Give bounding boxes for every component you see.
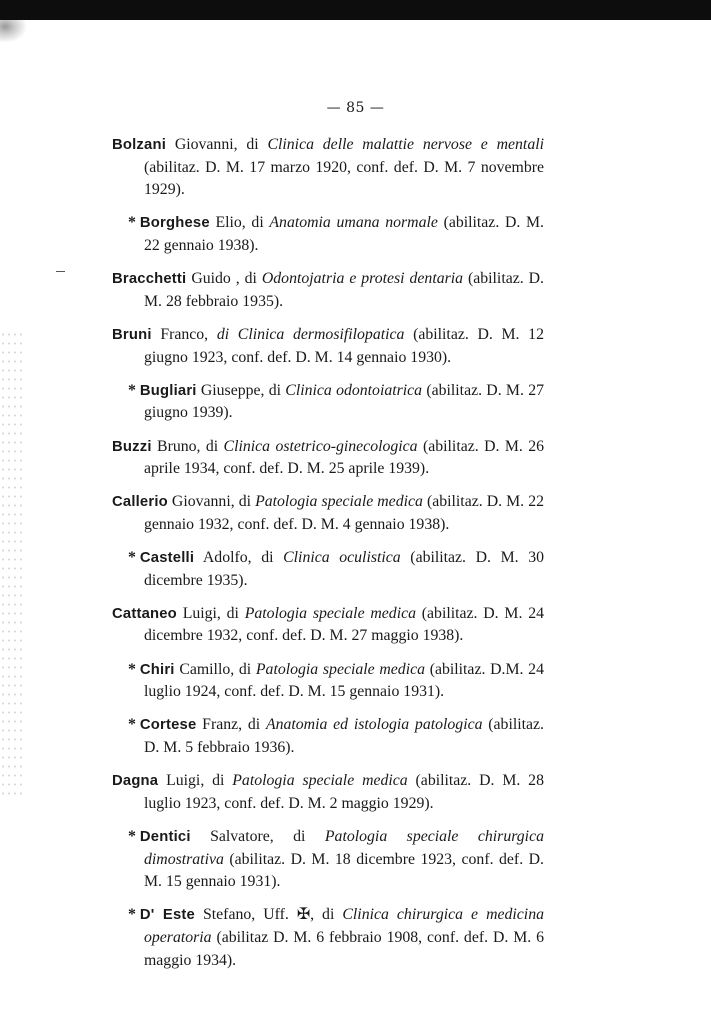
entry-star: * [128, 716, 136, 734]
entry-surname: Castelli [139, 550, 195, 567]
entry-given-name: Bruno, di [151, 437, 224, 455]
entry-surname: Bugliari [139, 382, 197, 399]
entry-star: * [128, 214, 136, 232]
entry-subject: Anatomia ed istologia patologica [265, 716, 483, 734]
entry-given-name: Luigi, di [176, 604, 245, 622]
entry-surname: Callerio [112, 494, 168, 511]
entry-given-name: Giovanni, di [166, 136, 268, 153]
entry [112, 904, 544, 972]
entry-details: (abilitaz. D. M. 22 gennaio 1932, conf. def. D. M. 4 gennaio 1938). [144, 493, 544, 533]
entry-star: * [128, 660, 136, 678]
entry-subject: Clinica oculistica [283, 549, 401, 567]
entry-details: (abilitaz. D. M. 22 gennaio 1938). [144, 214, 544, 254]
entry [112, 770, 544, 815]
entry-details: (abilitaz. D. M. 5 febbraio 1936). [144, 716, 544, 756]
entry-surname: Bracchetti [112, 271, 187, 288]
entry-surname: Bruni [112, 326, 152, 343]
entry-subject: Clinica delle malattie nervose e mentali [267, 136, 544, 153]
entry-subject: Anatomia umana normale [269, 214, 438, 232]
entry [112, 659, 544, 704]
entry-subject: Patologia speciale chirurgica dimostrativa [144, 827, 544, 868]
entry-surname: Cattaneo [112, 605, 177, 622]
entry-details: (abilitaz. D. M. 18 dicembre 1923, conf. def. D. M. 15 gennaio 1931). [144, 850, 544, 891]
entry [112, 134, 544, 202]
entry-surname: Dagna [112, 773, 159, 790]
entry-details: (abilitaz. D. M. 17 marzo 1920, conf. def. D. M. 7 novembre 1929). [144, 158, 544, 199]
entry-given-name: Giovanni, di [167, 493, 256, 511]
entry-subject: Patologia speciale medica [244, 604, 416, 622]
entry-given-name: Franz, di [196, 716, 266, 734]
entry-subject: Odontojatria e protesi dentaria [261, 270, 464, 288]
entry-subject: Patologia speciale medica [255, 493, 423, 511]
entry-surname: D' Este [139, 907, 195, 924]
entry-given-name: Salvatore, di [190, 827, 325, 845]
entry-subject: Patologia speciale medica [232, 772, 408, 790]
entry-subject: Clinica chirurgica e medicina operatoria [144, 906, 544, 946]
entry [112, 212, 544, 257]
entry-subject: Clinica ostetrico-ginecologica [223, 437, 418, 455]
entry [112, 547, 544, 592]
entry-details: (abilitaz. D. M. 12 giugno 1923, conf. def. D. M. 14 gennaio 1930). [144, 325, 544, 366]
entry-surname: Dentici [139, 828, 191, 845]
entry-details: (abilitaz. D. M. 30 dicembre 1935). [144, 549, 544, 589]
entry-surname: Borghese [139, 215, 210, 232]
entry [112, 268, 544, 313]
entry-given-name: Camillo, di [174, 660, 256, 678]
entry-surname: Cortese [139, 717, 197, 734]
scan-margin-speckles [0, 330, 22, 800]
entry-details: (abilitaz. D. M. 28 luglio 1923, conf. def. D. M. 2 maggio 1929). [144, 772, 544, 812]
entry-given-name: Elio, di [209, 214, 270, 232]
entry-details: (abilitaz D. M. 6 febbraio 1908, conf. def. D. M. 6 maggio 1934). [144, 928, 544, 969]
entry-details: (abilitaz. D. M. 27 giugno 1939). [144, 381, 544, 422]
entry-subject: Patologia speciale medica [255, 660, 425, 678]
margin-mark [56, 271, 65, 272]
entry [112, 380, 544, 425]
entry-details: (abilitaz. D. M. 28 febbraio 1935). [144, 270, 544, 310]
entry-details: (abilitaz. D. M. 26 aprile 1934, conf. def. D. M. 25 aprile 1939). [144, 437, 544, 478]
scan-corner-smudge [0, 20, 26, 42]
entry-details: (abilitaz. D.M. 24 luglio 1924, conf. def. D. M. 15 gennaio 1931). [144, 660, 544, 701]
entry-details: (abilitaz. D. M. 24 dicembre 1932, conf. def. D. M. 27 maggio 1938). [144, 604, 544, 645]
entry-given-name: Guido , di [186, 270, 262, 288]
entry [112, 714, 544, 759]
entry [112, 324, 544, 369]
entry-star: * [128, 906, 136, 924]
entry-given-name: Stefano, Uff. ✠, di [194, 906, 343, 924]
entry-star: * [128, 549, 136, 567]
entry-subject: Clinica odontoiatrica [285, 381, 423, 399]
page-number: — 85 — [326, 100, 385, 116]
entry-given-name: Luigi, di [158, 772, 233, 790]
entry-surname: Chiri [139, 661, 175, 678]
entry [112, 491, 544, 536]
entry-star: * [128, 381, 136, 399]
entry [112, 603, 544, 648]
entry-surname: Bolzani [112, 137, 167, 153]
entry-given-name: Franco, [151, 325, 217, 343]
entry-list [112, 134, 544, 983]
entry-surname: Buzzi [112, 438, 152, 455]
entry-given-name: Giuseppe, di [196, 381, 286, 399]
entry-given-name: Adolfo, di [194, 549, 284, 567]
scan-top-border [0, 0, 711, 20]
entry [112, 436, 544, 481]
entry-subject: di Clinica dermosifilopatica [216, 325, 405, 343]
entry-star: * [128, 827, 136, 845]
entry [112, 826, 544, 894]
